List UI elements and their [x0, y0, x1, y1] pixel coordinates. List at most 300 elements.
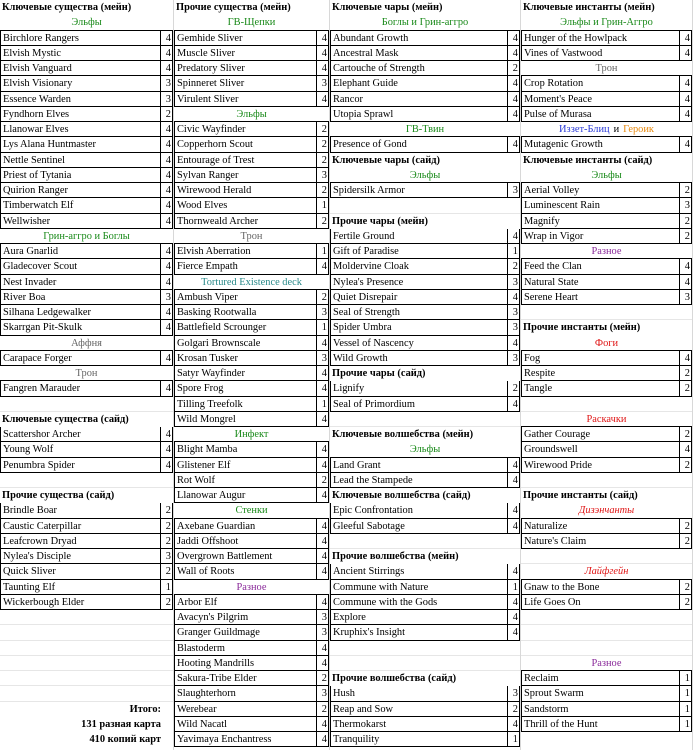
card-row: [330, 610, 520, 625]
card-name: Commune with Nature: [330, 580, 507, 594]
card-row: [330, 686, 520, 701]
card-row: [0, 31, 173, 46]
subsection-label-part: Героик: [623, 124, 654, 135]
card-row: [174, 31, 329, 46]
empty-row: [0, 686, 173, 701]
card-name: Seal of Strength: [330, 305, 507, 319]
card-row: [0, 46, 173, 61]
subsection-label: Эльфы: [0, 15, 173, 30]
card-name: Quirion Ranger: [0, 183, 160, 197]
card-count: 4: [160, 458, 173, 472]
subsection-label: Стенки: [174, 503, 329, 518]
card-count: 4: [507, 46, 520, 60]
card-row: [0, 183, 173, 198]
card-row: [521, 427, 692, 442]
card-count: 4: [316, 564, 329, 578]
total-line: Итого:: [129, 703, 161, 715]
card-name: Naturalize: [521, 519, 679, 533]
card-name: Lead the Stampede: [330, 473, 507, 487]
card-name: Nylea's Presence: [330, 275, 507, 289]
card-count: 4: [160, 275, 173, 289]
card-count: 4: [316, 534, 329, 548]
card-count: 4: [507, 473, 520, 487]
card-count: 4: [679, 46, 692, 60]
card-name: Spider Umbra: [330, 320, 507, 334]
card-count: 3: [507, 320, 520, 334]
card-row: [521, 366, 692, 381]
card-count: 4: [316, 732, 329, 746]
card-row: [330, 275, 520, 290]
empty-row: [330, 641, 520, 656]
card-count: 4: [316, 442, 329, 456]
card-name: River Boa: [0, 290, 160, 304]
card-count: 4: [316, 519, 329, 533]
card-row: [0, 534, 173, 549]
card-name: Gnaw to the Bone: [521, 580, 679, 594]
empty-row: [0, 656, 173, 671]
section-header: Прочие волшебства (сайд): [332, 673, 457, 684]
card-count: 3: [316, 686, 329, 700]
card-name: Seal of Primordium: [330, 397, 507, 411]
subsection-label: Грин-аггро и Боглы: [0, 229, 173, 244]
card-count: 3: [316, 625, 329, 639]
card-row: [0, 244, 173, 259]
card-count: 4: [160, 214, 173, 228]
card-row: [174, 153, 329, 168]
total-line: 131 разная карта: [81, 718, 161, 730]
card-count: 1: [316, 397, 329, 411]
card-name: Llanowar Elves: [0, 122, 160, 136]
section-header: Прочие чары (сайд): [332, 368, 426, 379]
card-name: Basking Rootwalla: [174, 305, 316, 319]
empty-row: [521, 549, 692, 564]
card-count: 4: [316, 656, 329, 670]
card-name: Elvish Visionary: [0, 76, 160, 90]
card-name: Fog: [521, 351, 679, 365]
card-row: [330, 244, 520, 259]
card-row: [174, 168, 329, 183]
subsection-label: Эльфы: [330, 442, 520, 457]
card-row: [330, 259, 520, 274]
card-count: 4: [160, 122, 173, 136]
card-row: [0, 305, 173, 320]
card-row: [0, 92, 173, 107]
card-count: 4: [316, 61, 329, 75]
card-name: Quick Sliver: [0, 564, 160, 578]
card-row: [521, 76, 692, 91]
subsection-label: Раскачки: [521, 412, 692, 427]
section-header: Прочие инстанты (сайд): [523, 490, 638, 501]
card-count: 4: [316, 259, 329, 273]
card-row: [0, 564, 173, 579]
card-name: Battlefield Scrounger: [174, 320, 316, 334]
card-row: [330, 92, 520, 107]
card-name: Civic Wayfinder: [174, 122, 316, 136]
card-name: Golgari Brownscale: [174, 336, 316, 350]
card-count: 3: [316, 610, 329, 624]
card-row: [521, 46, 692, 61]
card-count: 2: [160, 519, 173, 533]
card-row: [174, 458, 329, 473]
subsection-label: Лайфгейн: [521, 564, 692, 579]
card-count: 1: [316, 320, 329, 334]
subsection-label: Tortured Existence deck: [174, 275, 329, 290]
card-name: Slaughterhorn: [174, 686, 316, 700]
card-row: [0, 107, 173, 122]
card-count: 2: [679, 427, 692, 441]
card-row: [330, 31, 520, 46]
card-row: [330, 381, 520, 396]
card-row: [174, 732, 329, 747]
card-count: 2: [679, 183, 692, 197]
card-count: 4: [679, 275, 692, 289]
subsection-label: Трон: [0, 366, 173, 381]
empty-row: [521, 397, 692, 412]
card-name: Wild Nacatl: [174, 717, 316, 731]
card-name: Quiet Disrepair: [330, 290, 507, 304]
card-count: 4: [507, 397, 520, 411]
card-name: Arbor Elf: [174, 595, 316, 609]
card-name: Wickerbough Elder: [0, 595, 160, 609]
card-name: Aura Gnarlid: [0, 244, 160, 258]
card-name: Llanowar Augur: [174, 488, 316, 502]
card-row: [174, 183, 329, 198]
card-row: [521, 534, 692, 549]
card-count: 1: [679, 702, 692, 716]
sheet-column-3: [330, 0, 521, 750]
card-count: 1: [316, 244, 329, 258]
card-name: Moldervine Cloak: [330, 259, 507, 273]
card-row: [330, 625, 520, 640]
card-count: 2: [316, 137, 329, 151]
card-name: Granger Guildmage: [174, 625, 316, 639]
card-name: Elvish Vanguard: [0, 61, 160, 75]
card-row: [521, 214, 692, 229]
empty-row: [0, 610, 173, 625]
card-name: Scattershor Archer: [0, 427, 160, 441]
card-count: 4: [507, 76, 520, 90]
section-header: Ключевые существа (мейн): [2, 2, 132, 13]
card-count: 4: [160, 442, 173, 456]
card-name: Blight Mamba: [174, 442, 316, 456]
card-name: Commune with the Gods: [330, 595, 507, 609]
card-name: Avacyn's Pilgrim: [174, 610, 316, 624]
card-count: 4: [507, 564, 520, 578]
card-name: Gather Courage: [521, 427, 679, 441]
card-name: Natural State: [521, 275, 679, 289]
subsection-label: Дизэнчанты: [521, 503, 692, 518]
card-row: [174, 92, 329, 107]
card-row: [521, 686, 692, 701]
card-name: Ancestral Mask: [330, 46, 507, 60]
card-row: [330, 717, 520, 732]
card-name: Priest of Tytania: [0, 168, 160, 182]
card-count: 4: [160, 137, 173, 151]
card-row: [330, 336, 520, 351]
subsection-label: Разное: [521, 656, 692, 671]
card-count: 4: [507, 458, 520, 472]
card-count: 2: [679, 366, 692, 380]
card-name: Magnify: [521, 214, 679, 228]
card-row: [0, 351, 173, 366]
card-row: [330, 397, 520, 412]
card-count: 2: [507, 381, 520, 395]
section-header: Прочие существа (мейн): [176, 2, 291, 13]
card-count: 2: [679, 580, 692, 594]
card-row: [174, 244, 329, 259]
card-count: 3: [160, 76, 173, 90]
card-row: [330, 107, 520, 122]
card-row: [0, 168, 173, 183]
card-row: [330, 503, 520, 518]
card-row: [174, 442, 329, 457]
card-name: Thrill of the Hunt: [521, 717, 679, 731]
card-row: [174, 702, 329, 717]
card-row: [174, 656, 329, 671]
card-name: Nettle Sentinel: [0, 153, 160, 167]
card-count: 2: [316, 671, 329, 685]
card-name: Muscle Sliver: [174, 46, 316, 60]
card-name: Reclaim: [521, 671, 679, 685]
card-count: 2: [316, 214, 329, 228]
card-name: Sakura-Tribe Elder: [174, 671, 316, 685]
card-name: Moment's Peace: [521, 92, 679, 106]
section-header: Прочие существа (сайд): [2, 490, 115, 501]
card-count: 3: [316, 305, 329, 319]
subsection-label: Боглы и Грин-аггро: [330, 15, 520, 30]
section-header: Ключевые волшебства (мейн): [332, 429, 474, 440]
subsection-label: Трон: [521, 61, 692, 76]
card-name: Virulent Sliver: [174, 92, 316, 106]
card-name: Feed the Clan: [521, 259, 679, 273]
card-count: 4: [679, 137, 692, 151]
subsection-label: Фоги: [521, 336, 692, 351]
card-row: [0, 320, 173, 335]
card-name: Vines of Vastwood: [521, 46, 679, 60]
card-row: [330, 473, 520, 488]
card-name: Blastoderm: [174, 641, 316, 655]
card-name: Satyr Wayfinder: [174, 366, 316, 380]
card-name: Fangren Marauder: [0, 381, 160, 395]
card-row: [521, 31, 692, 46]
card-row: [174, 564, 329, 579]
card-name: Abundant Growth: [330, 31, 507, 45]
card-count: 4: [679, 31, 692, 45]
section-header: Ключевые существа (сайд): [2, 413, 129, 425]
card-name: Fierce Empath: [174, 259, 316, 273]
card-row: [330, 183, 520, 198]
card-row: [0, 259, 173, 274]
card-row: [0, 153, 173, 168]
card-name: Gemhide Sliver: [174, 31, 316, 45]
card-row: [174, 76, 329, 91]
card-row: [0, 76, 173, 91]
card-count: 4: [316, 549, 329, 563]
empty-row: [330, 412, 520, 427]
card-row: [174, 320, 329, 335]
card-name: Vessel of Nascency: [330, 336, 507, 350]
card-name: Lys Alana Huntmaster: [0, 137, 160, 151]
total-line: 410 копий карт: [89, 734, 161, 745]
card-row: [0, 503, 173, 518]
card-count: 4: [316, 336, 329, 350]
card-count: 2: [160, 107, 173, 121]
card-count: 3: [507, 305, 520, 319]
card-row: [174, 381, 329, 396]
card-name: Elvish Mystic: [0, 46, 160, 60]
subsection-label: ГВ-Твин: [330, 122, 520, 137]
empty-row: [521, 473, 692, 488]
subsection-label: Эльфы и Грин-Аггро: [521, 15, 692, 30]
card-name: Entourage of Trest: [174, 153, 316, 167]
card-count: 4: [316, 412, 329, 426]
card-row: [0, 580, 173, 595]
card-count: 3: [507, 351, 520, 365]
empty-row: [0, 641, 173, 656]
card-row: [174, 625, 329, 640]
card-row: [0, 198, 173, 213]
empty-row: [330, 534, 520, 549]
section-header: Прочие инстанты (мейн): [523, 322, 641, 334]
card-name: Gladecover Scout: [0, 259, 160, 273]
card-row: [174, 488, 329, 503]
subsection-label: Эльфы: [521, 168, 692, 183]
card-count: 3: [160, 92, 173, 106]
card-name: Thermokarst: [330, 717, 507, 731]
card-name: Overgrown Battlement: [174, 549, 316, 563]
card-count: 4: [679, 76, 692, 90]
card-row: [0, 290, 173, 305]
card-row: [174, 351, 329, 366]
card-row: [174, 259, 329, 274]
sheet-column-4: [521, 0, 693, 750]
card-row: [330, 229, 520, 244]
card-name: Gift of Paradise: [330, 244, 507, 258]
card-count: 2: [316, 290, 329, 304]
card-row: [0, 137, 173, 152]
card-name: Wirewood Pride: [521, 458, 679, 472]
card-count: 2: [160, 534, 173, 548]
card-name: Jaddi Offshoot: [174, 534, 316, 548]
card-name: Aerial Volley: [521, 183, 679, 197]
card-name: Penumbra Spider: [0, 458, 160, 472]
card-name: Groundswell: [521, 442, 679, 456]
card-row: [0, 381, 173, 396]
card-row: [174, 717, 329, 732]
section-header: Ключевые инстанты (сайд): [523, 154, 653, 166]
card-count: 4: [507, 290, 520, 304]
subsection-label: Разное: [521, 244, 692, 259]
card-row: [521, 519, 692, 534]
card-row: [0, 122, 173, 137]
card-count: 4: [316, 641, 329, 655]
card-row: [330, 564, 520, 579]
card-name: Fyndhorn Elves: [0, 107, 160, 121]
card-row: [174, 397, 329, 412]
card-name: Krosan Tusker: [174, 351, 316, 365]
card-row: [521, 290, 692, 305]
card-row: [174, 305, 329, 320]
card-count: 2: [679, 381, 692, 395]
card-row: [174, 641, 329, 656]
card-row: [521, 351, 692, 366]
card-count: 4: [160, 351, 173, 365]
card-count: 4: [160, 305, 173, 319]
card-name: Silhana Ledgewalker: [0, 305, 160, 319]
card-count: 2: [679, 519, 692, 533]
card-name: Land Grant: [330, 458, 507, 472]
card-count: 4: [316, 46, 329, 60]
card-name: Hunger of the Howlpack: [521, 31, 679, 45]
card-name: Tranquility: [330, 732, 507, 746]
card-count: 2: [679, 214, 692, 228]
card-count: 2: [316, 153, 329, 167]
card-count: 3: [316, 351, 329, 365]
card-name: Leafcrown Dryad: [0, 534, 160, 548]
card-row: [174, 686, 329, 701]
card-count: 3: [507, 183, 520, 197]
card-name: Respite: [521, 366, 679, 380]
card-name: Brindle Boar: [0, 503, 160, 517]
card-name: Skarrgan Pit-Skulk: [0, 320, 160, 334]
card-row: [174, 214, 329, 229]
card-count: 4: [160, 244, 173, 258]
card-row: [521, 702, 692, 717]
card-row: [521, 458, 692, 473]
card-count: 4: [507, 31, 520, 45]
card-row: [0, 427, 173, 442]
card-row: [330, 732, 520, 747]
card-count: 4: [507, 107, 520, 121]
subsection-label-part: Иззет-Блиц: [559, 124, 610, 135]
card-count: 2: [160, 595, 173, 609]
card-name: Nest Invader: [0, 275, 160, 289]
card-name: Rancor: [330, 92, 507, 106]
card-row: [521, 137, 692, 152]
card-row: [174, 336, 329, 351]
card-count: 2: [679, 534, 692, 548]
card-name: Glistener Elf: [174, 458, 316, 472]
card-row: [174, 671, 329, 686]
empty-row: [0, 473, 173, 488]
card-count: 4: [160, 198, 173, 212]
card-row: [330, 458, 520, 473]
subsection-label: Эльфы: [330, 168, 520, 183]
subsection-label: Инфект: [174, 427, 329, 442]
card-count: 4: [507, 92, 520, 106]
card-row: [330, 702, 520, 717]
card-count: 3: [160, 290, 173, 304]
card-row: [521, 92, 692, 107]
card-row: [174, 198, 329, 213]
card-name: Spinneret Sliver: [174, 76, 316, 90]
card-count: 4: [679, 92, 692, 106]
card-count: 3: [316, 76, 329, 90]
card-name: Yavimaya Enchantress: [174, 732, 316, 746]
card-name: Timberwatch Elf: [0, 198, 160, 212]
card-count: 2: [679, 595, 692, 609]
empty-row: [0, 625, 173, 640]
card-row: [174, 610, 329, 625]
empty-row: [0, 671, 173, 686]
card-count: 2: [507, 61, 520, 75]
card-count: 1: [679, 671, 692, 685]
card-name: Wood Elves: [174, 198, 316, 212]
card-row: [174, 519, 329, 534]
empty-row: [521, 610, 692, 625]
card-count: 4: [316, 595, 329, 609]
card-row: [330, 290, 520, 305]
